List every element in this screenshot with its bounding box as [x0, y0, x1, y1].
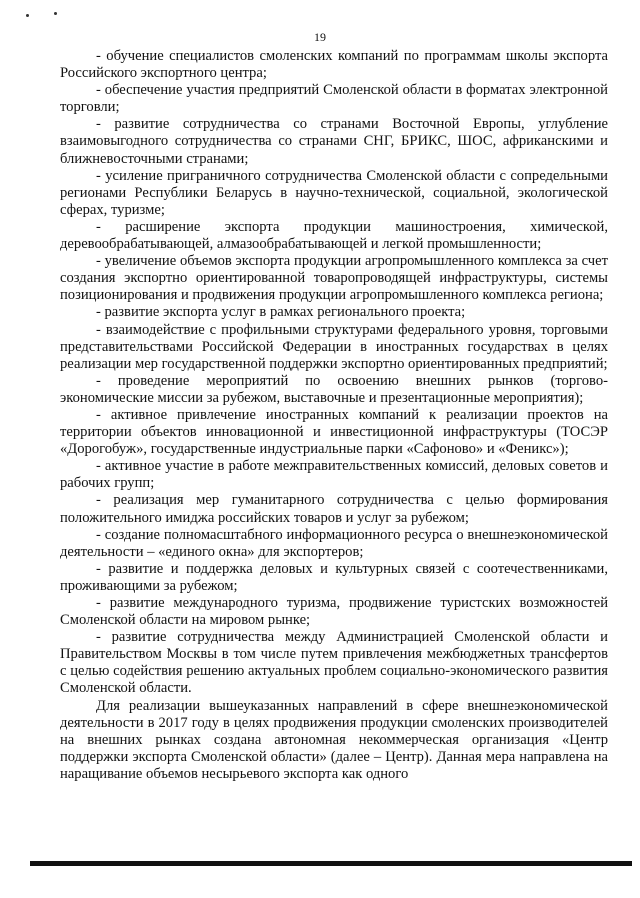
- list-item: - расширение экспорта продукции машиностроения, химической, деревообрабатывающей, алмазообрабатывающей и легкой промышленности;: [60, 218, 608, 253]
- list-item: - создание полномасштабного информационного ресурса о внешнеэкономической деятельности – «единого окна» для экспортеров;: [60, 526, 608, 560]
- document-body: [60, 48, 608, 783]
- list-item: - развитие экспорта услуг в рамках регионального проекта;: [96, 304, 466, 321]
- list-item: - взаимодействие с профильными структурами федерального уровня, торговыми представительствами Российской Федерации в иностранных государствах в целях реализации мер государственной поддержки экспортно ориентированных предприятий;: [60, 321, 608, 372]
- list-item: - усиление приграничного сотрудничества Смоленской области с сопредельными регионами Республики Беларусь в научно-технической, социальной, экологической сферах, туризме;: [60, 167, 608, 218]
- list-item: - активное привлечение иностранных компаний к реализации проектов на территории объектов инновационной и инвестиционной инфраструктуры (ТОСЭР «Дорогобуж», государственные индустриальные парки «Сафоново» и «Феникс»);: [60, 406, 608, 458]
- page-number: 19: [314, 30, 326, 44]
- list-item: - увеличение объемов экспорта продукции агропромышленного комплекса за счет создания экспортно ориентированной товаропроводящей инфраструктуры, системы позиционирования и продвижения продукции агропромышленного комплекса региона;: [60, 253, 608, 304]
- list-item: - развитие сотрудничества между Администрацией Смоленской области и Правительством Москвы в том числе путем привлечения межбюджетных трансфертов с целью содействия решению актуальных проблем социально-экономического развития Смоленской области.: [60, 629, 608, 697]
- list-item: - реализация мер гуманитарного сотрудничества с целью формирования положительного имиджа российских товаров и услуг за рубежом;: [60, 492, 608, 526]
- scan-speck: [26, 14, 29, 17]
- bottom-rule: [30, 861, 632, 866]
- list-item: - активное участие в работе межправительственных комиссий, деловых советов и рабочих групп;: [60, 458, 608, 492]
- list-item: - проведение мероприятий по освоению внешних рынков (торгово-экономические миссии за рубежом, выставочные и презентационные мероприятия);: [60, 372, 608, 406]
- list-item: - обучение специалистов смоленских компаний по программам школы экспорта Российского экспортного центра;: [60, 48, 608, 82]
- list-item: - развитие международного туризма, продвижение туристских возможностей Смоленской области на мировом рынке;: [60, 595, 608, 629]
- list-item: - развитие сотрудничества со странами Восточной Европы, углубление взаимовыгодного сотрудничества со странами СНГ, БРИКС, ШОС, африканскими и ближневосточными странами;: [60, 116, 608, 167]
- conclusion-paragraph: Для реализации вышеуказанных направлений в сфере внешнеэкономической деятельности в 2017 году в целях продвижения продукции смоленских производителей на внешних рынках создана автономная некоммерческая организация «Центр поддержки экспорта Смоленской области» (далее – Центр). Данная мера направлена на наращивание объемов несырьевого экспорта как одного: [60, 697, 608, 782]
- scan-speck: [54, 12, 57, 15]
- list-item: - обеспечение участия предприятий Смоленской области в форматах электронной торговли;: [60, 82, 608, 116]
- list-item: - развитие и поддержка деловых и культурных связей с соотечественниками, проживающими за рубежом;: [60, 560, 608, 594]
